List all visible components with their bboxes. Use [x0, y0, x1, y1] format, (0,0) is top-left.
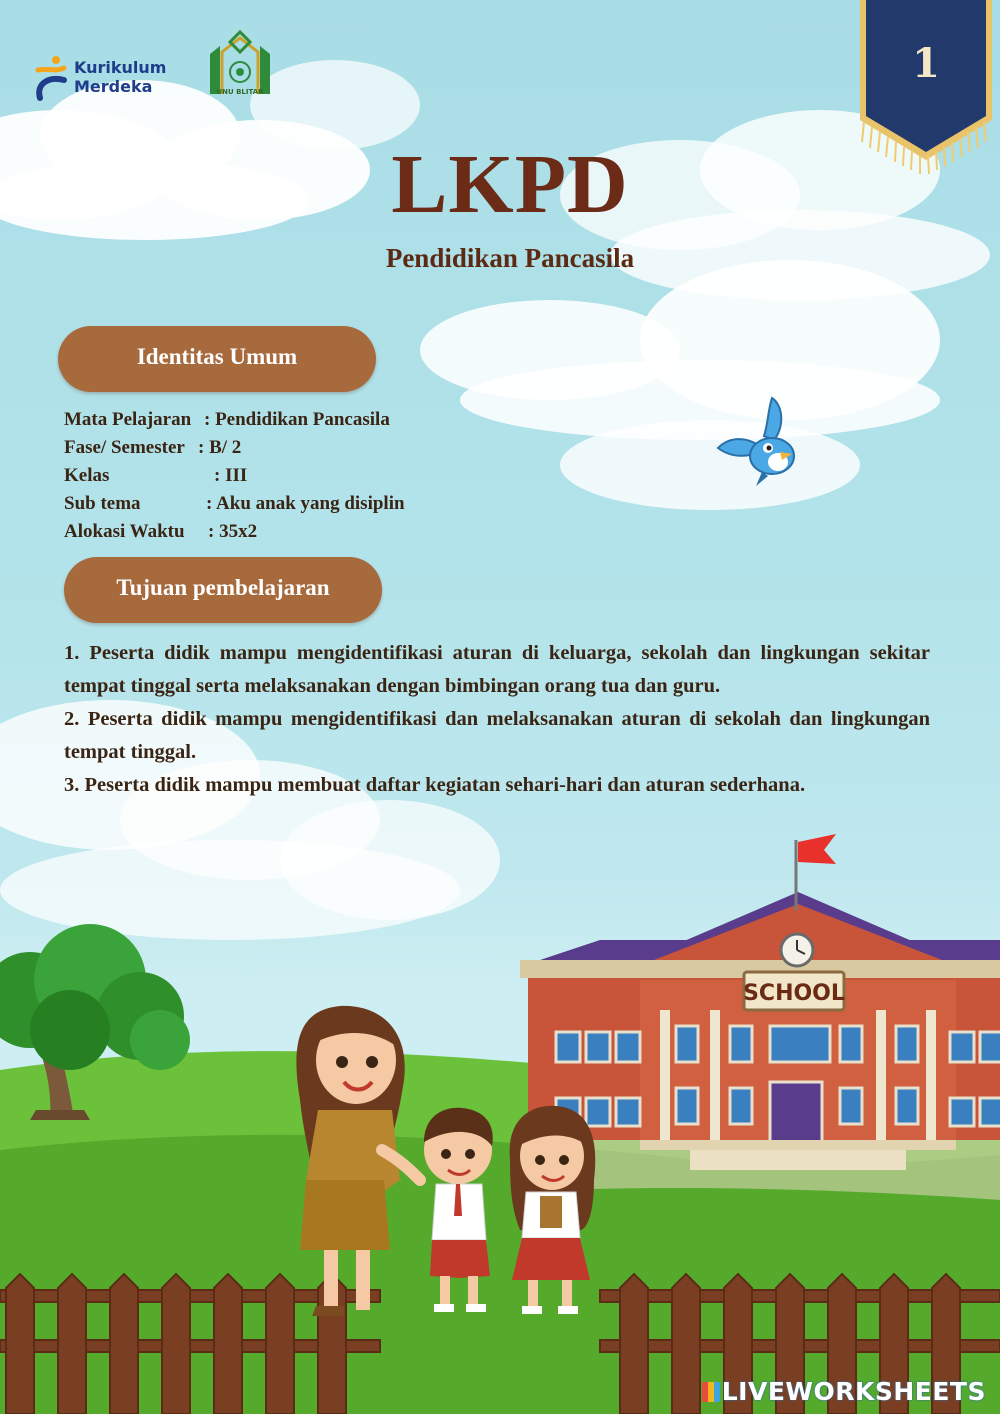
unu-blitar-logo — [200, 28, 280, 102]
page-title: LKPD — [391, 138, 629, 231]
watermark-label: LIVEWORKSHEETS — [721, 1377, 986, 1406]
identitas-umum-heading: Identitas Umum — [58, 326, 376, 392]
page-number: 1 — [912, 40, 940, 87]
tujuan-pembelajaran-heading: Tujuan pembelajaran — [64, 557, 382, 623]
info-label: Kelas — [64, 465, 110, 486]
kurikulum-label: Kurikulum — [74, 58, 167, 77]
liveworksheets-watermark — [702, 1377, 986, 1406]
school-building-icon — [520, 834, 1000, 1170]
kurikulum-merdeka-icon — [34, 54, 70, 104]
info-value: : B/ 2 — [198, 437, 242, 458]
school-sign-label: SCHOOL — [743, 981, 845, 1006]
info-row-mata-pelajaran — [64, 406, 390, 434]
tujuan-item: 3. Peserta didik mampu membuat daftar kegiatan sehari-hari dan aturan sederhana. — [64, 774, 806, 796]
info-row-alokasi-waktu — [64, 518, 258, 546]
info-value: : Pendidikan Pancasila — [204, 409, 390, 430]
kurikulum-merdeka-logo — [34, 54, 184, 104]
page-subtitle: Pendidikan Pancasila — [385, 243, 635, 273]
info-label: Fase/ Semester — [64, 437, 185, 458]
school-scene-illustration — [0, 820, 1000, 1414]
bird-icon — [712, 390, 812, 490]
tujuan-list — [64, 637, 930, 802]
clock-icon — [781, 934, 813, 966]
info-label: Alokasi Waktu — [64, 521, 185, 542]
info-row-fase-semester — [64, 434, 242, 462]
info-label: Sub tema — [64, 493, 141, 514]
unu-blitar-label: UNU BLITAR — [216, 88, 264, 96]
info-row-sub-tema — [64, 490, 405, 518]
merdeka-label: Merdeka — [74, 77, 153, 96]
liveworksheets-logo-icon — [702, 1382, 720, 1402]
identitas-info-list — [64, 406, 405, 546]
info-label: Mata Pelajaran — [64, 409, 192, 430]
info-value: : Aku anak yang disiplin — [206, 493, 405, 514]
info-value: : III — [214, 465, 248, 486]
tujuan-item: 2. Peserta didik mampu mengidentifikasi dan melaksanakan aturan di sekolah dan lingkungan tempat tinggal. — [64, 708, 930, 763]
tujuan-item: 1. Peserta didik mampu mengidentifikasi aturan di keluarga, sekolah dan lingkungan sekitar tempat tinggal serta melaksanakan dengan bimbingan orang tua dan guru. — [64, 642, 930, 697]
info-value: : 35x2 — [208, 521, 258, 542]
info-row-kelas — [64, 462, 248, 490]
